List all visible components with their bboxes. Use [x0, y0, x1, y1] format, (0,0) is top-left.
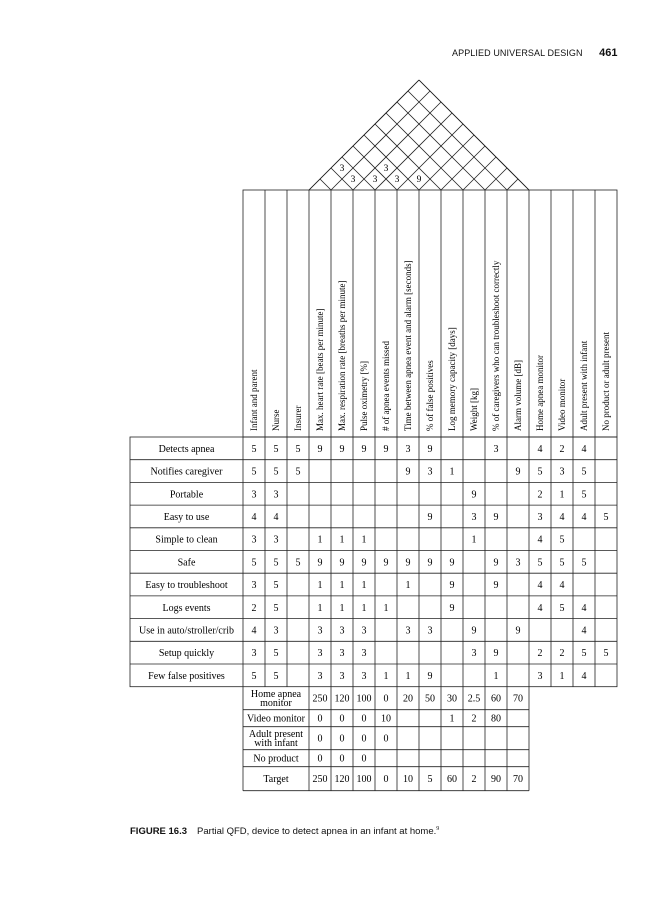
matrix-cell: 3 — [471, 511, 477, 523]
benchmark-cell: 0 — [361, 733, 367, 745]
matrix-cell: 5 — [295, 466, 301, 478]
matrix-cell: 9 — [317, 557, 323, 569]
column-header-16: No product or adult present — [601, 332, 611, 431]
matrix-cell: 9 — [427, 557, 433, 569]
matrix-cell: 1 — [361, 580, 367, 592]
benchmark-cell: 80 — [491, 713, 501, 725]
running-head: APPLIED UNIVERSAL DESIGN — [452, 48, 583, 58]
matrix-cell: 3 — [251, 489, 257, 501]
matrix-cell: 3 — [317, 625, 323, 637]
benchmark-cell: 30 — [447, 693, 457, 705]
benchmark-cell: 0 — [339, 733, 345, 745]
benchmark-label-4: Target — [263, 774, 289, 786]
roof-correlation-1: 3 — [350, 175, 356, 185]
matrix-cell: 9 — [427, 511, 433, 523]
matrix-cell: 4 — [537, 534, 543, 546]
matrix-cell: 3 — [251, 580, 257, 592]
matrix-cell: 5 — [537, 557, 543, 569]
matrix-cell: 9 — [317, 443, 323, 455]
column-header-2: Insurer — [293, 405, 303, 431]
matrix-cell: 9 — [383, 443, 389, 455]
matrix-cell: 5 — [251, 670, 257, 682]
benchmark-cell: 0 — [361, 713, 367, 725]
benchmark-cell: 0 — [317, 753, 323, 765]
matrix-cell: 5 — [251, 466, 257, 478]
benchmark-cell: 120 — [334, 774, 350, 786]
matrix-cell: 4 — [251, 625, 257, 637]
matrix-cell: 3 — [405, 443, 411, 455]
matrix-cell: 1 — [559, 670, 565, 682]
matrix-cell: 1 — [317, 534, 323, 546]
matrix-cell: 5 — [559, 557, 565, 569]
matrix-cell: 1 — [317, 580, 323, 592]
matrix-cell: 3 — [537, 670, 543, 682]
matrix-cell: 9 — [449, 580, 455, 592]
matrix-cell: 1 — [339, 580, 345, 592]
matrix-cell: 3 — [515, 557, 521, 569]
matrix-cell: 2 — [251, 602, 257, 614]
benchmark-label-2: Adult present — [248, 729, 304, 741]
matrix-cell: 9 — [493, 580, 499, 592]
benchmark-cell: 250 — [312, 774, 328, 786]
matrix-cell: 1 — [405, 670, 411, 682]
matrix-cell: 5 — [251, 557, 257, 569]
matrix-cell: 3 — [317, 670, 323, 682]
matrix-cell: 3 — [537, 511, 543, 523]
matrix-cell: 2 — [559, 443, 565, 455]
matrix-cell: 3 — [317, 648, 323, 660]
matrix-cell: 3 — [559, 466, 565, 478]
matrix-cell: 5 — [273, 602, 279, 614]
benchmark-cell: 10 — [403, 774, 413, 786]
matrix-cell: 3 — [251, 648, 257, 660]
benchmark-cell: 0 — [317, 733, 323, 745]
matrix-cell: 5 — [273, 648, 279, 660]
roof-correlation-3: 3 — [383, 164, 389, 174]
matrix-cell: 4 — [537, 602, 543, 614]
column-header-3: Max. heart rate [beats per minute] — [315, 308, 325, 431]
column-header-15: Adult present with infant — [579, 340, 589, 431]
matrix-cell: 9 — [493, 557, 499, 569]
matrix-cell: 5 — [251, 443, 257, 455]
matrix-cell: 1 — [361, 602, 367, 614]
matrix-cell: 9 — [449, 602, 455, 614]
matrix-cell: 4 — [581, 670, 587, 682]
matrix-cell: 5 — [581, 489, 587, 501]
requirement-label-2: Portable — [169, 489, 204, 501]
benchmark-cell: 100 — [356, 693, 372, 705]
matrix-cell: 3 — [427, 625, 433, 637]
column-headers — [243, 190, 617, 437]
benchmark-cell: 120 — [334, 693, 350, 705]
benchmark-cell: 20 — [403, 693, 413, 705]
matrix-cell: 9 — [449, 557, 455, 569]
requirement-label-8: Use in auto/stroller/crib — [139, 625, 234, 637]
benchmark-cell: 10 — [381, 713, 391, 725]
matrix-cell: 5 — [273, 580, 279, 592]
roof-correlation-4: 3 — [394, 175, 400, 185]
matrix-cell: 5 — [537, 466, 543, 478]
roof-correlation-5: 9 — [416, 175, 422, 185]
column-header-10: Weight [kg] — [469, 387, 479, 431]
matrix-cell: 9 — [427, 670, 433, 682]
figure-caption — [130, 826, 439, 837]
relationship-matrix — [130, 437, 617, 687]
matrix-cell: 3 — [427, 466, 433, 478]
matrix-cell: 5 — [273, 557, 279, 569]
benchmark-cell: 2 — [471, 774, 477, 786]
requirement-label-5: Safe — [177, 557, 196, 569]
matrix-cell: 5 — [273, 466, 279, 478]
matrix-cell: 3 — [273, 489, 279, 501]
benchmark-label-2-line2: with infant — [254, 738, 298, 750]
benchmark-cell: 5 — [427, 774, 433, 786]
column-header-0: Infant and parent — [249, 369, 259, 431]
page-number: 461 — [599, 47, 618, 59]
matrix-cell: 9 — [339, 443, 345, 455]
matrix-cell: 5 — [559, 602, 565, 614]
requirement-label-0: Detects apnea — [158, 443, 215, 455]
matrix-cell: 5 — [581, 648, 587, 660]
matrix-cell: 9 — [427, 443, 433, 455]
matrix-cell: 4 — [581, 602, 587, 614]
matrix-cell: 9 — [405, 466, 411, 478]
matrix-cell: 5 — [273, 670, 279, 682]
matrix-cell: 3 — [493, 443, 499, 455]
matrix-cell: 3 — [361, 648, 367, 660]
matrix-cell: 1 — [493, 670, 499, 682]
benchmark-table — [243, 687, 529, 791]
matrix-cell: 3 — [405, 625, 411, 637]
matrix-cell: 5 — [581, 557, 587, 569]
matrix-cell: 1 — [449, 466, 455, 478]
benchmark-cell: 250 — [312, 693, 328, 705]
column-header-13: Home apnea monitor — [535, 355, 545, 431]
benchmark-cell: 70 — [513, 693, 523, 705]
benchmark-cell: 90 — [491, 774, 501, 786]
matrix-cell: 1 — [559, 489, 565, 501]
requirement-label-4: Simple to clean — [155, 534, 218, 546]
benchmark-cell: 2 — [471, 713, 477, 725]
column-header-14: Video monitor — [557, 378, 567, 431]
benchmark-cell: 70 — [513, 774, 523, 786]
roof-correlation-0: 3 — [339, 164, 345, 174]
column-header-4: Max. respiration rate [breaths per minute] — [337, 280, 347, 431]
matrix-cell: 3 — [273, 625, 279, 637]
matrix-cell: 9 — [405, 557, 411, 569]
matrix-cell: 1 — [383, 670, 389, 682]
matrix-cell: 1 — [405, 580, 411, 592]
matrix-cell: 4 — [581, 625, 587, 637]
benchmark-cell: 1 — [449, 713, 455, 725]
matrix-cell: 3 — [361, 625, 367, 637]
matrix-cell: 5 — [295, 557, 301, 569]
column-header-6: # of apnea events missed — [381, 341, 391, 431]
requirement-label-1: Notifies caregiver — [150, 466, 223, 478]
figure-caption-text: Partial QFD, device to detect apnea in an infant at home. — [197, 826, 437, 838]
matrix-cell: 9 — [471, 489, 477, 501]
matrix-cell: 4 — [559, 580, 565, 592]
benchmark-cell: 50 — [425, 693, 435, 705]
matrix-cell: 4 — [537, 443, 543, 455]
matrix-cell: 4 — [559, 511, 565, 523]
benchmark-cell: 0 — [361, 753, 367, 765]
matrix-cell: 9 — [515, 625, 521, 637]
matrix-cell: 5 — [273, 443, 279, 455]
benchmark-label-1: Video monitor — [246, 713, 306, 725]
matrix-cell: 1 — [361, 534, 367, 546]
matrix-cell: 3 — [361, 670, 367, 682]
matrix-cell: 9 — [515, 466, 521, 478]
requirement-label-6: Easy to troubleshoot — [145, 580, 228, 592]
benchmark-cell: 2.5 — [467, 693, 481, 705]
matrix-cell: 5 — [581, 466, 587, 478]
requirement-label-7: Logs events — [162, 602, 211, 614]
matrix-cell: 5 — [559, 534, 565, 546]
matrix-cell: 2 — [537, 489, 543, 501]
matrix-cell: 3 — [251, 534, 257, 546]
column-header-11: % of caregivers who can troubleshoot correctly — [491, 260, 501, 431]
matrix-cell: 4 — [581, 443, 587, 455]
matrix-cell: 3 — [339, 670, 345, 682]
column-header-5: Pulse oximetry [%] — [359, 361, 369, 431]
matrix-cell: 3 — [339, 625, 345, 637]
matrix-cell: 9 — [493, 511, 499, 523]
column-header-12: Alarm volume [dB] — [513, 360, 523, 431]
matrix-cell: 2 — [537, 648, 543, 660]
matrix-cell: 9 — [361, 557, 367, 569]
column-header-7: Time between apnea event and alarm [seconds] — [403, 260, 413, 431]
requirement-label-9: Setup quickly — [158, 648, 215, 660]
matrix-cell: 4 — [251, 511, 257, 523]
column-header-8: % of false positives — [425, 360, 435, 431]
figure-label: FIGURE 16.3 — [130, 826, 188, 838]
matrix-cell: 9 — [383, 557, 389, 569]
matrix-cell: 1 — [383, 602, 389, 614]
matrix-cell: 1 — [339, 534, 345, 546]
matrix-cell: 4 — [581, 511, 587, 523]
benchmark-cell: 0 — [339, 713, 345, 725]
benchmark-label-3: No product — [253, 753, 299, 765]
matrix-cell: 3 — [273, 534, 279, 546]
benchmark-label-0-line2: monitor — [260, 698, 292, 710]
benchmark-cell: 0 — [383, 774, 389, 786]
column-header-1: Nurse — [271, 409, 281, 431]
matrix-cell: 9 — [339, 557, 345, 569]
matrix-cell: 4 — [273, 511, 279, 523]
matrix-cell: 9 — [471, 625, 477, 637]
matrix-cell: 1 — [317, 602, 323, 614]
matrix-cell: 5 — [603, 648, 609, 660]
column-header-9: Log memory capacity [days] — [447, 327, 457, 431]
benchmark-cell: 0 — [383, 733, 389, 745]
matrix-cell: 9 — [361, 443, 367, 455]
matrix-cell: 5 — [295, 443, 301, 455]
matrix-cell: 2 — [559, 648, 565, 660]
matrix-cell: 3 — [471, 648, 477, 660]
roof-correlation-2: 3 — [372, 175, 378, 185]
benchmark-cell: 60 — [491, 693, 501, 705]
benchmark-cell: 0 — [317, 713, 323, 725]
benchmark-cell: 0 — [339, 753, 345, 765]
requirement-label-3: Easy to use — [163, 511, 210, 523]
matrix-cell: 1 — [339, 602, 345, 614]
benchmark-cell: 0 — [383, 693, 389, 705]
benchmark-cell: 100 — [356, 774, 372, 786]
matrix-cell: 4 — [537, 580, 543, 592]
caption-reference: 9 — [436, 826, 440, 832]
matrix-cell: 1 — [471, 534, 477, 546]
benchmark-label-0: Home apnea — [250, 689, 302, 701]
requirement-label-10: Few false positives — [148, 670, 225, 682]
benchmark-cell: 60 — [447, 774, 457, 786]
matrix-cell: 5 — [603, 511, 609, 523]
matrix-cell: 3 — [339, 648, 345, 660]
matrix-cell: 9 — [493, 648, 499, 660]
